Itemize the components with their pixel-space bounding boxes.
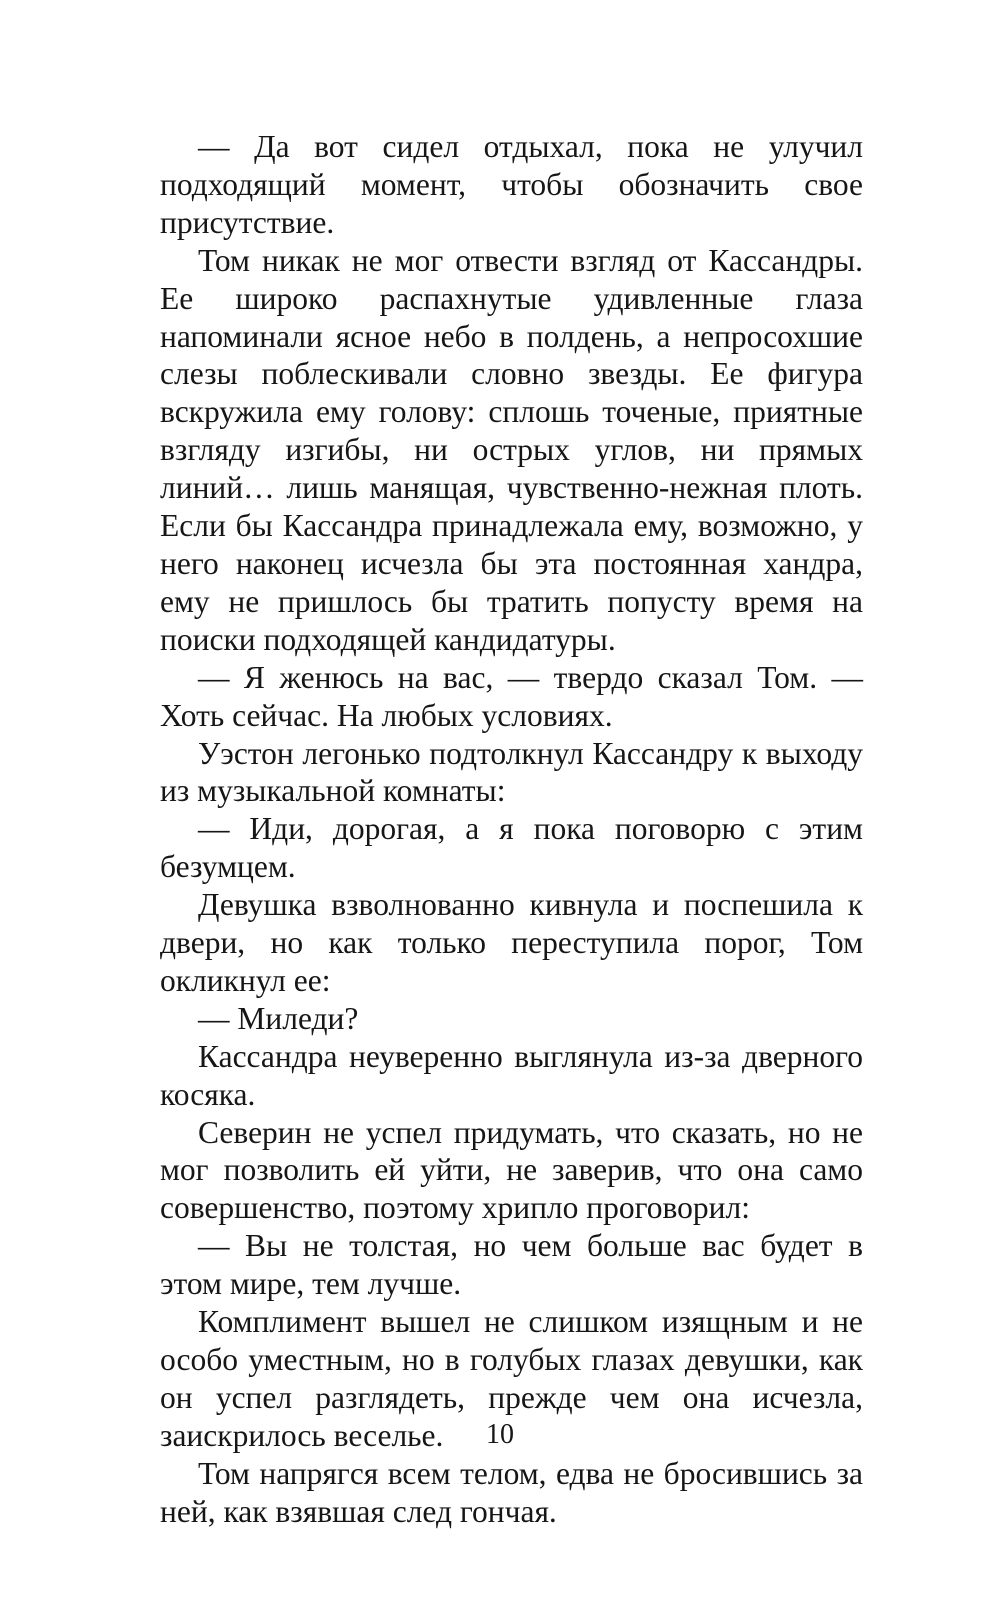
paragraph-4: Уэстон легонько подтолкнул Кассандру к выходу из музыкальной комнаты: xyxy=(160,735,863,809)
paragraph-12: Том напрягся всем телом, едва не бросившись за ней, как взявшая след гончая. xyxy=(160,1455,863,1529)
paragraph-7: — Миледи? xyxy=(198,1000,359,1036)
paragraph-10: — Вы не толстая, но чем больше вас будет в этом мире, тем лучше. xyxy=(160,1228,863,1302)
paragraph-9: Северин не успел придумать, что сказать, но не мог позволить ей уйти, не заверив, что она само совершенство, поэтому хрипло проговорил: xyxy=(160,1114,863,1226)
paragraph-3: — Я женюсь на вас, — твердо сказал Том. — Хоть сейчас. На любых условиях. xyxy=(160,659,863,733)
paragraph-8: Кассандра неуверенно выглянула из-за дверного косяка. xyxy=(160,1038,863,1112)
body-text xyxy=(160,128,863,1531)
paragraph-6: Девушка взволнованно кивнула и поспешила к двери, но как только переступила порог, Том окликнул ее: xyxy=(160,887,863,998)
paragraph-1: — Да вот сидел отдыхал, пока не улучил подходящий момент, чтобы обозначить свое присутствие. xyxy=(160,129,863,240)
page-number: 10 xyxy=(486,1419,514,1450)
paragraph-2: Том никак не мог отвести взгляд от Кассандры. Ее широко распахнутые удивленные глаза напоминали ясное небо в полдень, а непросохшие слезы поблескивали словно звезды. Ее фигура вскружила ему голову: сплошь точеные, приятные взгляду изгибы, ни острых углов, ни прямых линий… лишь манящая, чувственно-нежная плоть. Если бы Кассандра принадлежала ему, возможно, у него наконец исчезла бы эта постоянная хандра, ему не пришлось бы тратить попусту время на поиски подходящей кандидатуры. xyxy=(160,242,863,657)
paragraph-5: — Иди, дорогая, а я пока поговорю с этим безумцем. xyxy=(160,811,863,885)
paragraph-11: Комплимент вышел не слишком изящным и не особо уместным, но в голубых глазах девушки, как он успел разглядеть, прежде чем она исчезла, заискрилось веселье. xyxy=(160,1304,863,1453)
